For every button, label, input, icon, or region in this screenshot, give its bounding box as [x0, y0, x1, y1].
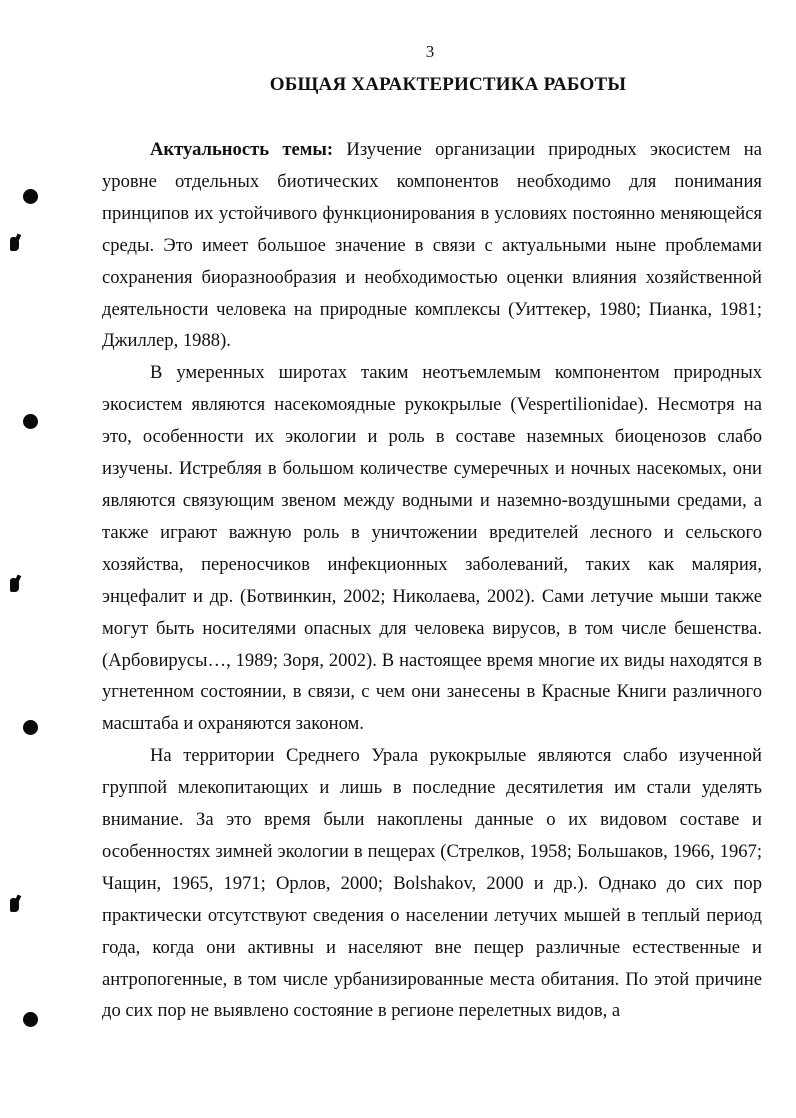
- scan-speck-mark: [10, 578, 19, 592]
- binder-hole-mark: [23, 189, 38, 204]
- paragraph-relevance: [102, 134, 762, 357]
- binder-hole-mark: [23, 414, 38, 429]
- scan-speck-mark: [10, 898, 19, 912]
- binder-hole-mark: [23, 1012, 38, 1027]
- paragraph-middle-urals: На территории Среднего Урала рукокрылые являются слабо изученной группой млекопитающих и лишь в последние десятилетия им стали уделять внимание. За это время были накоплены данные о их видовом составе и особенностях зимней экологии в пещерах (Стрелков, 1958; Большаков, 1966, 1967; Чащин, 1965, 1971; Орлов, 2000; Bolshakov, 2000 и др.). Однако до сих пор практически отсутствуют сведения о населении летучих мышей в теплый период года, когда они активны и населяют вне пещер различные естественные и антропогенные, в том числе урбанизированные места обитания. По этой причине до сих пор не выявлено состояние в регионе перелетных видов, а: [102, 745, 762, 1022]
- paragraph-text: Изучение организации природных экосистем на уровне отдельных биотических компонентов необходимо для понимания принципов их устойчивого функционирования в условиях постоянно меняющейся среды. Это имеет большое значение в связи с актуальными ныне проблемами сохранения биоразнообразия и необходимостью оценки влияния хозяйственной деятельности человека на природные комплексы (Уиттекер, 1980; Пианка, 1981; Джиллер, 1988).: [102, 139, 762, 352]
- scan-speck-mark: [10, 237, 19, 251]
- paragraph-bats-ecology: В умеренных широтах таким неотъемлемым компонентом природных экосистем являются насекомоядные рукокрылые (Vespertilionidae). Несмотря на это, особенности их экологии и роль в составе наземных биоценозов слабо изучены. Истребляя в большом количестве сумеречных и ночных насекомых, они являются связующим звеном между водными и наземно-воздушными средами, а также играют важную роль в уничтожении вредителей лесного и сельского хозяйства, переносчиков инфекционных заболеваний, таких как малярия, энцефалит и др. (Ботвинкин, 2002; Николаева, 2002). Сами летучие мыши также могут быть носителями опасных для человека вирусов, в том числе бешенства. (Арбовирусы…, 1989; Зоря, 2002). В настоящее время многие их виды находятся в угнетенном состоянии, в связи, с чем они занесены в Красные Книги различного масштаба и охраняются законом.: [102, 362, 762, 735]
- body-text: [102, 134, 762, 1027]
- page-title: ОБЩАЯ ХАРАКТЕРИСТИКА РАБОТЫ: [269, 74, 627, 95]
- binder-hole-mark: [23, 720, 38, 735]
- page-number: 3: [425, 42, 435, 61]
- paragraph-lead: Актуальность темы:: [150, 139, 334, 160]
